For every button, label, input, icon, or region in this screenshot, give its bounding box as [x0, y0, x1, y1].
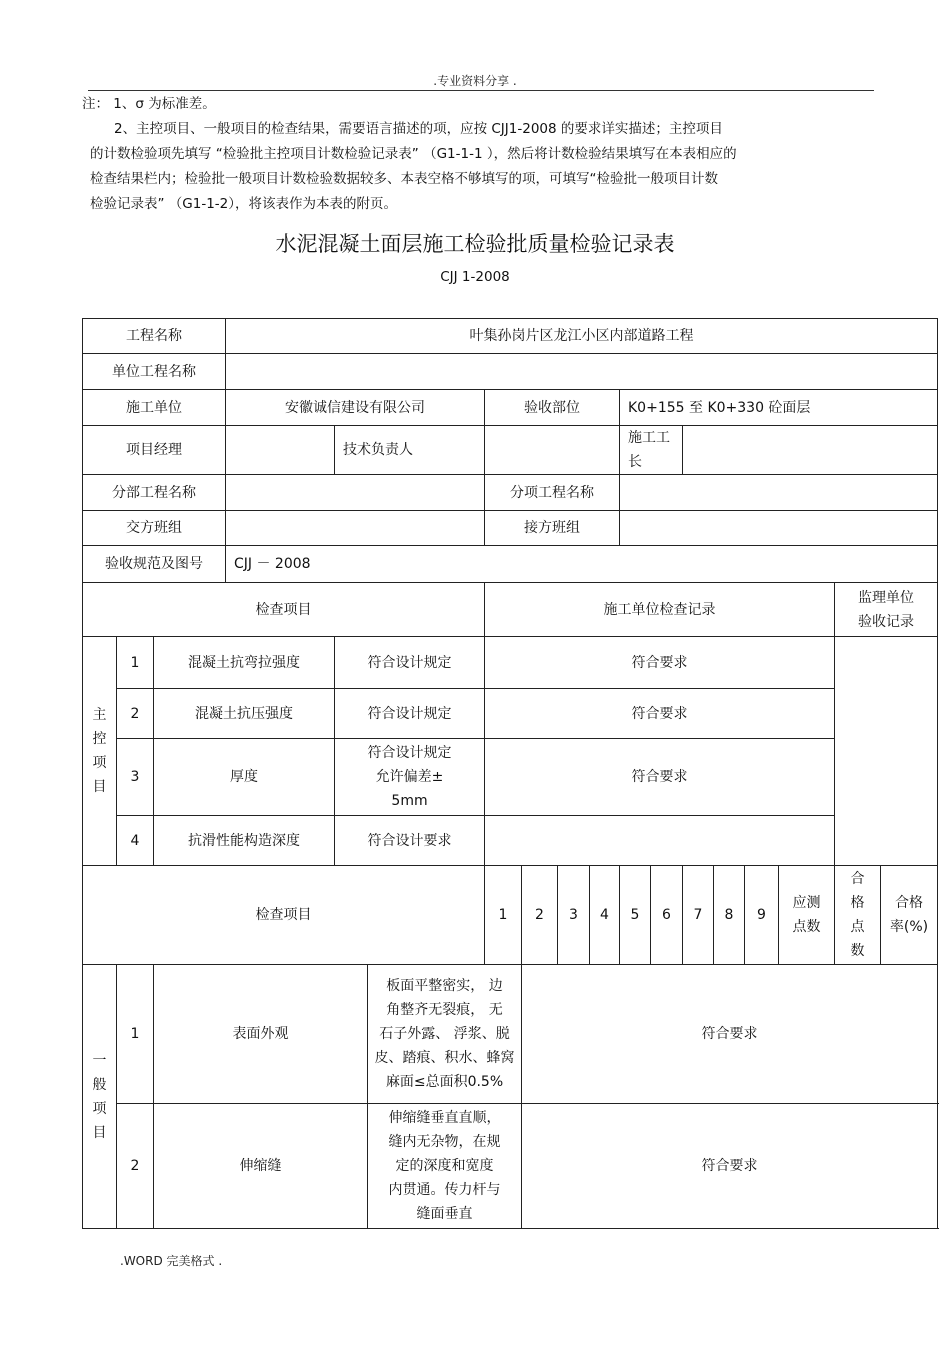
check-item-header: 检查项目 — [83, 583, 485, 637]
info-row-unit — [83, 354, 938, 390]
item-name: 厚度 — [154, 739, 335, 816]
qualified-char: 点 — [850, 919, 865, 935]
pm-value — [226, 426, 335, 475]
main-control-row — [83, 637, 938, 689]
supervisor-header-line-1: 监理单位 — [858, 589, 915, 606]
spec-value: CJJ － 2008 — [226, 546, 938, 583]
note-line-5: 检验记录表” （G1-1-2），将该表作为本表的附页。 — [90, 196, 398, 212]
check-result: 符合要求 — [485, 637, 835, 689]
page-header: .专业资料分享 . — [433, 74, 517, 88]
row-number: 2 — [117, 689, 154, 739]
project-name-label: 工程名称 — [83, 319, 226, 354]
measured-line: 点数 — [792, 919, 821, 935]
row-number: 3 — [117, 739, 154, 816]
supervisor-record-header — [835, 583, 938, 637]
item-spec-line: 内贯通。传力杆与 — [388, 1182, 501, 1198]
inspection-record-table — [82, 318, 938, 1229]
info-row-spec — [83, 546, 938, 583]
qualified-char: 数 — [850, 943, 865, 959]
item-spec — [335, 739, 485, 816]
item-spec-line: 伸缩缝垂直直顺， — [388, 1110, 501, 1126]
check-result: 符合要求 — [485, 739, 835, 816]
main-control-header-row — [83, 583, 938, 637]
point-header: 8 — [714, 866, 745, 965]
item-spec-line: 石子外露、 浮浆、脱 — [379, 1026, 510, 1042]
point-header: 5 — [620, 866, 651, 965]
item-spec-line: 允许偏差± — [375, 769, 444, 785]
check-result: 符合要求 — [485, 689, 835, 739]
main-control-char: 项 — [92, 755, 107, 771]
general-char: 般 — [92, 1076, 107, 1093]
general-row — [83, 965, 938, 1104]
general-char: 项 — [92, 1100, 107, 1117]
supervisor-record-cell — [835, 637, 938, 866]
item-spec-line: 符合设计规定 — [367, 745, 452, 761]
measured-line: 应测 — [792, 895, 821, 911]
row-number: 4 — [117, 816, 154, 866]
item-project-label: 分项工程名称 — [485, 475, 620, 511]
item-name: 抗滑性能构造深度 — [154, 816, 335, 866]
info-row-project — [83, 319, 938, 354]
item-name: 伸缩缝 — [154, 1104, 368, 1229]
qualified-char: 格 — [850, 895, 865, 911]
pass-rate-line: 率(%) — [889, 919, 929, 935]
main-control-row — [83, 689, 938, 739]
pass-rate-header — [881, 866, 938, 965]
form-title: 水泥混凝土面层施工检验批质量检验记录表 — [275, 232, 675, 256]
standard-code: CJJ 1-2008 — [440, 269, 510, 285]
note-line-2: 2、主控项目、一般项目的检查结果，需要语言描述的项，应按 CJJ1-2008 的要求详实描述；主控项目 — [114, 121, 723, 137]
check-result: 符合要求 — [522, 1104, 938, 1229]
sub-project-label: 分部工程名称 — [83, 475, 226, 511]
general-check-item-header: 检查项目 — [83, 866, 485, 965]
row-number: 2 — [117, 1104, 154, 1229]
general-group-label — [83, 965, 117, 1229]
foreman-label: 施工工长 — [620, 426, 683, 475]
main-control-char: 目 — [92, 779, 107, 795]
point-header: 3 — [558, 866, 590, 965]
general-row — [83, 1104, 938, 1229]
general-char: 一 — [92, 1052, 107, 1069]
tech-lead-value — [485, 426, 620, 475]
note-line-4: 检查结果栏内；检验批一般项目计数检验数据较多、本表空格不够填写的项，可填写“检验批一般项目计数 — [90, 171, 718, 187]
project-name-value: 叶集孙岗片区龙江小区内部道路工程 — [226, 319, 938, 354]
receiver-label: 接方班组 — [485, 511, 620, 546]
item-project-value — [620, 475, 938, 511]
acceptance-part-value: K0+155 至 K0+330 砼面层 — [620, 390, 938, 426]
note-line-3: 的计数检验项先填写 “检验批主控项目计数检验记录表” （G1-1-1 ），然后将计数检验结果填写在本表相应的 — [90, 146, 737, 162]
unit-project-label: 单位工程名称 — [83, 354, 226, 390]
item-spec: 符合设计要求 — [335, 816, 485, 866]
point-header: 9 — [745, 866, 779, 965]
point-header: 1 — [485, 866, 522, 965]
qualified-points-header — [835, 866, 881, 965]
point-header: 2 — [522, 866, 558, 965]
info-row-subprojects — [83, 475, 938, 511]
item-spec-line: 缝内无杂物，在规 — [388, 1134, 501, 1150]
row-number: 1 — [117, 637, 154, 689]
handover-label: 交方班组 — [83, 511, 226, 546]
acceptance-part-label: 验收部位 — [485, 390, 620, 426]
pm-label: 项目经理 — [83, 426, 226, 475]
item-spec: 符合设计规定 — [335, 689, 485, 739]
supervisor-header-line-2: 验收记录 — [858, 613, 915, 630]
item-spec-line: 定的深度和宽度 — [395, 1158, 494, 1174]
general-char: 目 — [92, 1124, 107, 1141]
item-name: 表面外观 — [154, 965, 368, 1104]
tech-lead-label: 技术负责人 — [335, 426, 485, 475]
main-control-group-label — [83, 637, 117, 866]
item-name: 混凝土抗弯拉强度 — [154, 637, 335, 689]
item-spec-line: 角整齐无裂痕， 无 — [386, 1002, 503, 1018]
contractor-record-header: 施工单位检查记录 — [485, 583, 835, 637]
item-spec-line: 麻面≤总面积0.5% — [385, 1074, 504, 1090]
point-header: 6 — [651, 866, 683, 965]
check-result: 符合要求 — [522, 965, 938, 1104]
pass-rate-line: 合格 — [895, 895, 924, 911]
handover-value — [226, 511, 485, 546]
measured-points-header — [779, 866, 835, 965]
foreman-value — [683, 426, 938, 475]
info-row-contractor — [83, 390, 938, 426]
sub-project-value — [226, 475, 485, 511]
main-control-char: 主 — [92, 707, 107, 723]
item-spec-line: 皮、踏痕、积水、蜂窝 — [374, 1050, 515, 1066]
item-spec-line: 板面平整密实， 边 — [386, 978, 503, 994]
item-spec-line: 5mm — [391, 793, 428, 809]
main-control-row — [83, 739, 938, 816]
point-header: 7 — [683, 866, 714, 965]
unit-project-value — [226, 354, 938, 390]
header-divider — [88, 90, 874, 91]
item-name: 混凝土抗压强度 — [154, 689, 335, 739]
contractor-value: 安徽诚信建设有限公司 — [226, 390, 485, 426]
main-control-row — [83, 816, 938, 866]
qualified-char: 合 — [850, 871, 865, 887]
spec-label: 验收规范及图号 — [83, 546, 226, 583]
main-control-char: 控 — [92, 731, 107, 747]
row-number: 1 — [117, 965, 154, 1104]
info-row-teams — [83, 511, 938, 546]
note-line-1: 注： 1、σ 为标准差。 — [82, 96, 216, 112]
page-footer: .WORD 完美格式 . — [120, 1254, 223, 1268]
check-result — [485, 816, 835, 866]
item-spec — [368, 1104, 522, 1229]
item-spec-line: 缝面垂直 — [416, 1206, 473, 1222]
receiver-value — [620, 511, 938, 546]
general-header-row — [83, 866, 938, 965]
item-spec — [368, 965, 522, 1104]
contractor-label: 施工单位 — [83, 390, 226, 426]
point-header: 4 — [590, 866, 620, 965]
info-row-managers — [83, 426, 938, 475]
item-spec: 符合设计规定 — [335, 637, 485, 689]
